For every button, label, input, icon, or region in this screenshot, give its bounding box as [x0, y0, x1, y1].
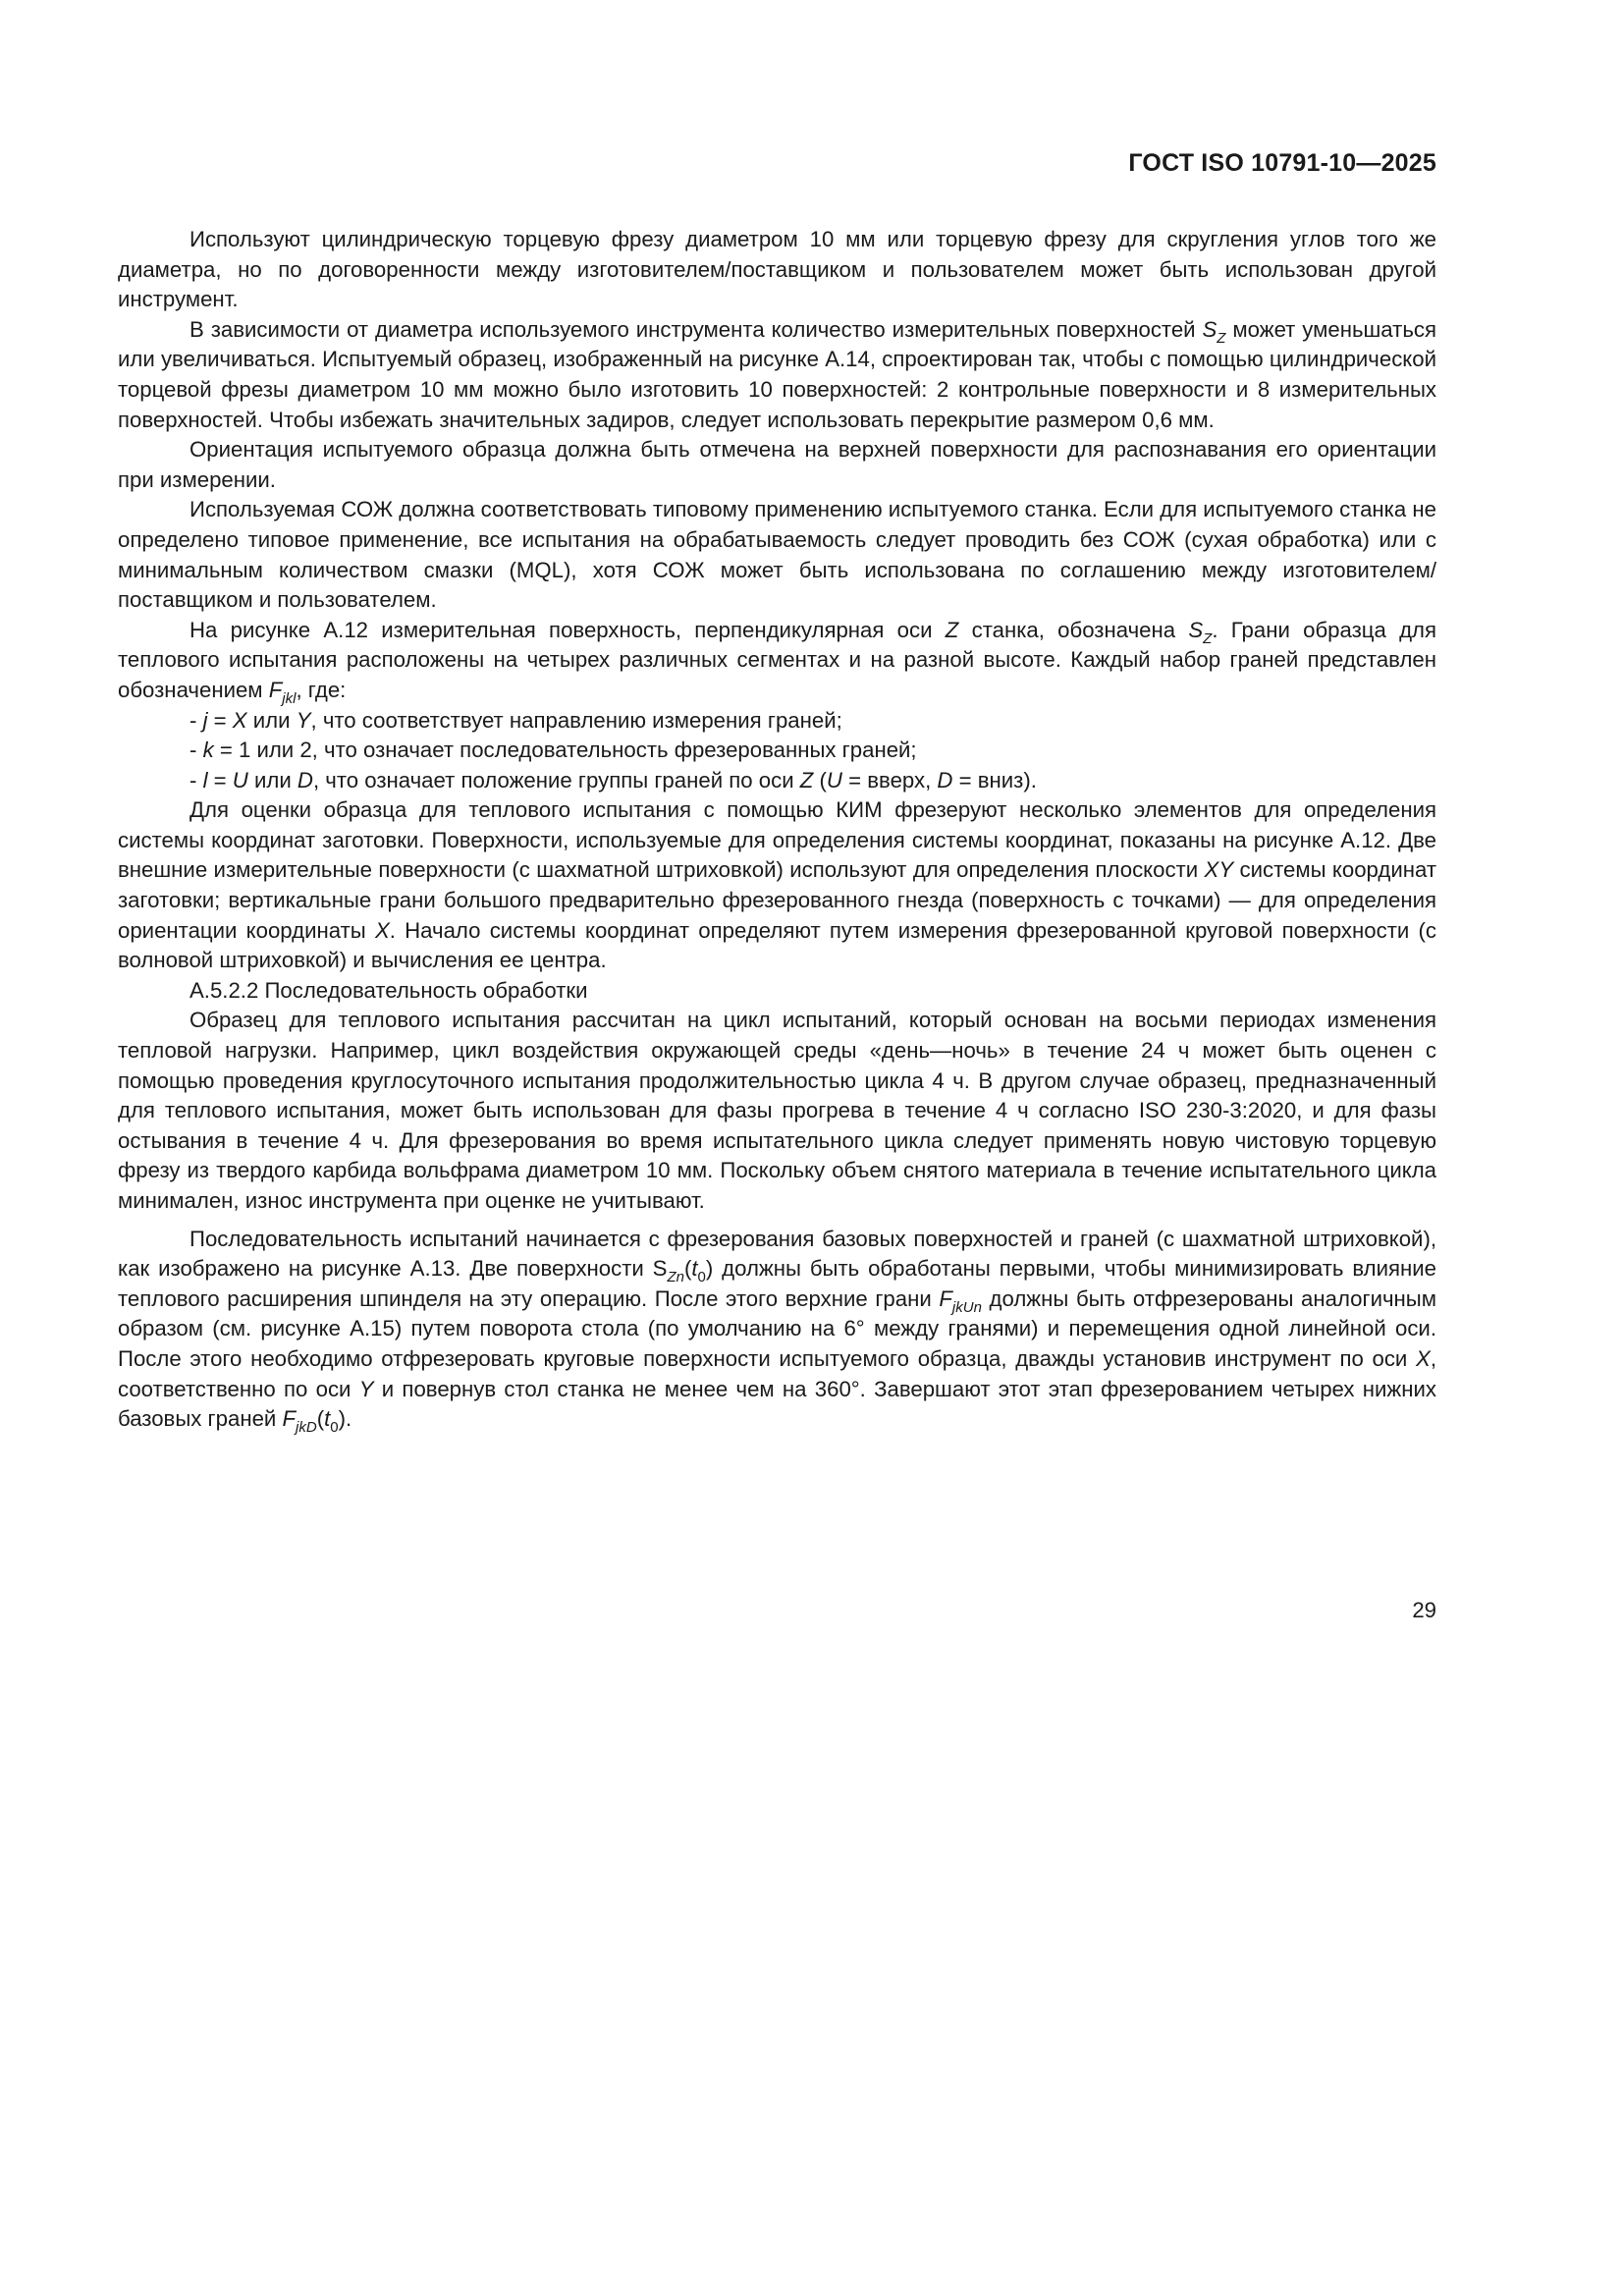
paragraph-text: На рисунке А.12 измерительная поверхность, перпендикулярная оси — [189, 617, 933, 642]
symbol: U — [232, 767, 248, 793]
paragraph-text: Для оценки образца для теплового испытания с помощью КИМ фрезеруют несколько элементов для определения системы координат заготовки. Поверхности, используемые для определения системы координат, показаны на рисунке А.12. Две внешние измерительные поверхности (с шахматной штриховкой) используют для определения плоскости — [118, 797, 1436, 883]
list-marker: - — [189, 738, 203, 763]
paragraph — [118, 1225, 1436, 1435]
list-text: = — [207, 707, 233, 733]
symbol: XY — [1204, 857, 1234, 883]
symbol-subscript: Z — [1217, 329, 1226, 347]
document-body — [118, 225, 1436, 1435]
paragraph-text: системы координат заготовки; вертикальные грани большого предварительно фрезерованного гнезда (поверхность с точками) — для определения ориентации координаты — [118, 857, 1436, 943]
page-number: 29 — [1412, 1598, 1436, 1622]
symbol: Z — [945, 617, 959, 642]
paragraph-text: . Начало системы координат определяют путем измерения фрезерованной круговой поверхности (с волновой штриховкой) и вычисления ее центра. — [118, 917, 1436, 973]
list-text: = 1 или 2, что означает последовательность фрезерованных граней; — [213, 738, 917, 763]
list-marker: - — [189, 707, 203, 733]
symbol-subscript: jkl — [282, 689, 297, 707]
symbol-subscript: Zn — [667, 1269, 684, 1286]
paragraph-text: станка, обозначена — [958, 617, 1176, 642]
paragraph-text: . Грани образца для теплового испытания расположены на четырех различных сегментах и на разной высоте. Каждый набор граней представлен обозначением — [118, 617, 1436, 702]
paragraph-text: Ориентация испытуемого образца должна быть отмечена на верхней поверхности для распознавания его ориентации при измерении. — [118, 437, 1436, 492]
paragraph-text: В зависимости от диаметра используемого инструмента количество измерительных поверхностей — [189, 316, 1196, 342]
list-text: ( — [813, 767, 827, 793]
symbol: k — [202, 738, 214, 763]
document-header: ГОСТ ISO 10791-10—2025 — [1128, 149, 1436, 177]
symbol: Y — [358, 1376, 374, 1401]
symbol: F — [939, 1285, 952, 1311]
paragraph-text: ( — [683, 1256, 692, 1282]
paragraph — [118, 616, 1436, 706]
paragraph-text: ( — [316, 1406, 325, 1432]
list-text: = вверх, — [841, 767, 938, 793]
paragraph-text: Последовательность испытаний начинается с фрезерования базовых поверхностей и граней (с шахматной штриховкой), как изображено на рисунке А.13. Две поверхности S — [118, 1226, 1436, 1282]
paragraph-text: , где: — [296, 677, 347, 702]
symbol: U — [826, 767, 842, 793]
paragraph-text: должны быть отфрезерованы аналогичным образом (см. рисунке А.15) путем поворота стола (по умолчанию на 6° между гранями) и перемещения одной линейной оси. После этого необходимо отфрезеровать круговые поверхности испытуемого образца, дважды установив инструмент по оси — [118, 1285, 1436, 1371]
paragraph-text: ). — [338, 1406, 352, 1432]
list-text: , что соответствует направлению измерения граней; — [310, 707, 842, 733]
symbol: l — [202, 767, 208, 793]
symbol: t — [691, 1256, 698, 1282]
symbol: D — [937, 767, 953, 793]
paragraph-text: может уменьшаться или увеличиваться. Испытуемый образец, изображенный на рисунке А.14, спроектирован так, чтобы с помощью цилиндрической торцевой фрезы диаметром 10 мм можно было изготовить 10 поверхностей: 2 контрольные поверхности и 8 измерительных поверхностей. Чтобы избежать значительных задиров, следует использовать перекрытие размером 0,6 мм. — [118, 316, 1436, 432]
symbol: Y — [296, 707, 311, 733]
list-text: = — [207, 767, 233, 793]
symbol: S — [1188, 617, 1204, 642]
paragraph-text: Используют цилиндрическую торцевую фрезу диаметром 10 мм или торцевую фрезу для скругления углов того же диаметра, но по договоренности между изготовителем/поставщиком и пользователем может быть использован другой инструмент. — [118, 227, 1436, 312]
list-text: = вниз). — [952, 767, 1037, 793]
list-text: или — [247, 767, 298, 793]
section-heading: А.5.2.2 Последовательность обработки — [189, 977, 588, 1003]
paragraph — [118, 1006, 1436, 1216]
paragraph-text: Образец для теплового испытания рассчитан на цикл испытаний, который основан на восьми периодах изменения тепловой нагрузки. Например, цикл воздействия окружающей среды «день—ночь» в течение 24 ч может быть оценен с помощью проведения круглосуточного испытания продолжительностью цикла 4 ч. В другом случае образец, предназначенный для теплового испытания, может быть использован для фазы прогрева в течение 4 ч согласно ISO 230-3:2020, и для фазы остывания в течение 4 ч. Для фрезерования во время испытательного цикла следует применять новую чистовую торцевую фрезу из твердого карбида вольфрама диаметром 10 мм. Поскольку объем снятого материала в течение испытательного цикла минимален, износ инструмента при оценке не учитывают. — [118, 1008, 1436, 1213]
paragraph — [118, 795, 1436, 976]
paragraph-text: , соответственно по оси — [118, 1345, 1436, 1401]
symbol: Z — [799, 767, 814, 793]
symbol: F — [282, 1406, 297, 1432]
paragraph — [118, 225, 1436, 315]
paragraph-text: Используемая СОЖ должна соответствовать типовому применению испытуемого станка. Если для испытуемого станка не определено типовое применение, все испытания на обрабатываемость следует проводить без СОЖ (сухая обработка) или с минимальным количеством смазки (MQL), хотя СОЖ может быть использована по соглашению между изготовителем/поставщиком и пользователем. — [118, 497, 1436, 613]
symbol-subscript: 0 — [697, 1269, 706, 1286]
list-item — [118, 736, 1436, 766]
symbol: D — [297, 767, 313, 793]
symbol-subscript: 0 — [330, 1419, 339, 1437]
paragraph — [118, 315, 1436, 435]
symbol: j — [202, 707, 208, 733]
symbol: t — [324, 1406, 331, 1432]
symbol: F — [268, 677, 283, 702]
list-item — [118, 706, 1436, 737]
symbol-subscript: jkUn — [951, 1298, 982, 1316]
list-text: , что означает положение группы граней по оси — [312, 767, 794, 793]
list-text: или — [246, 707, 297, 733]
symbol: X — [232, 707, 247, 733]
paragraph-text: ) должны быть обработаны первыми, чтобы минимизировать влияние теплового расширения шпинделя на эту операцию. После этого верхние грани — [118, 1256, 1436, 1311]
list-marker: - — [189, 767, 203, 793]
paragraph — [118, 435, 1436, 495]
paragraph — [118, 495, 1436, 615]
paragraph-text: и повернув стол станка не менее чем на 360°. Завершают этот этап фрезерованием четырех нижних базовых граней — [118, 1376, 1436, 1432]
symbol-subscript: jkD — [296, 1419, 317, 1437]
symbol-subscript: Z — [1203, 629, 1213, 647]
symbol: X — [1416, 1345, 1431, 1371]
symbol: X — [374, 917, 390, 943]
symbol: S — [1202, 316, 1217, 342]
list-item — [118, 766, 1436, 796]
